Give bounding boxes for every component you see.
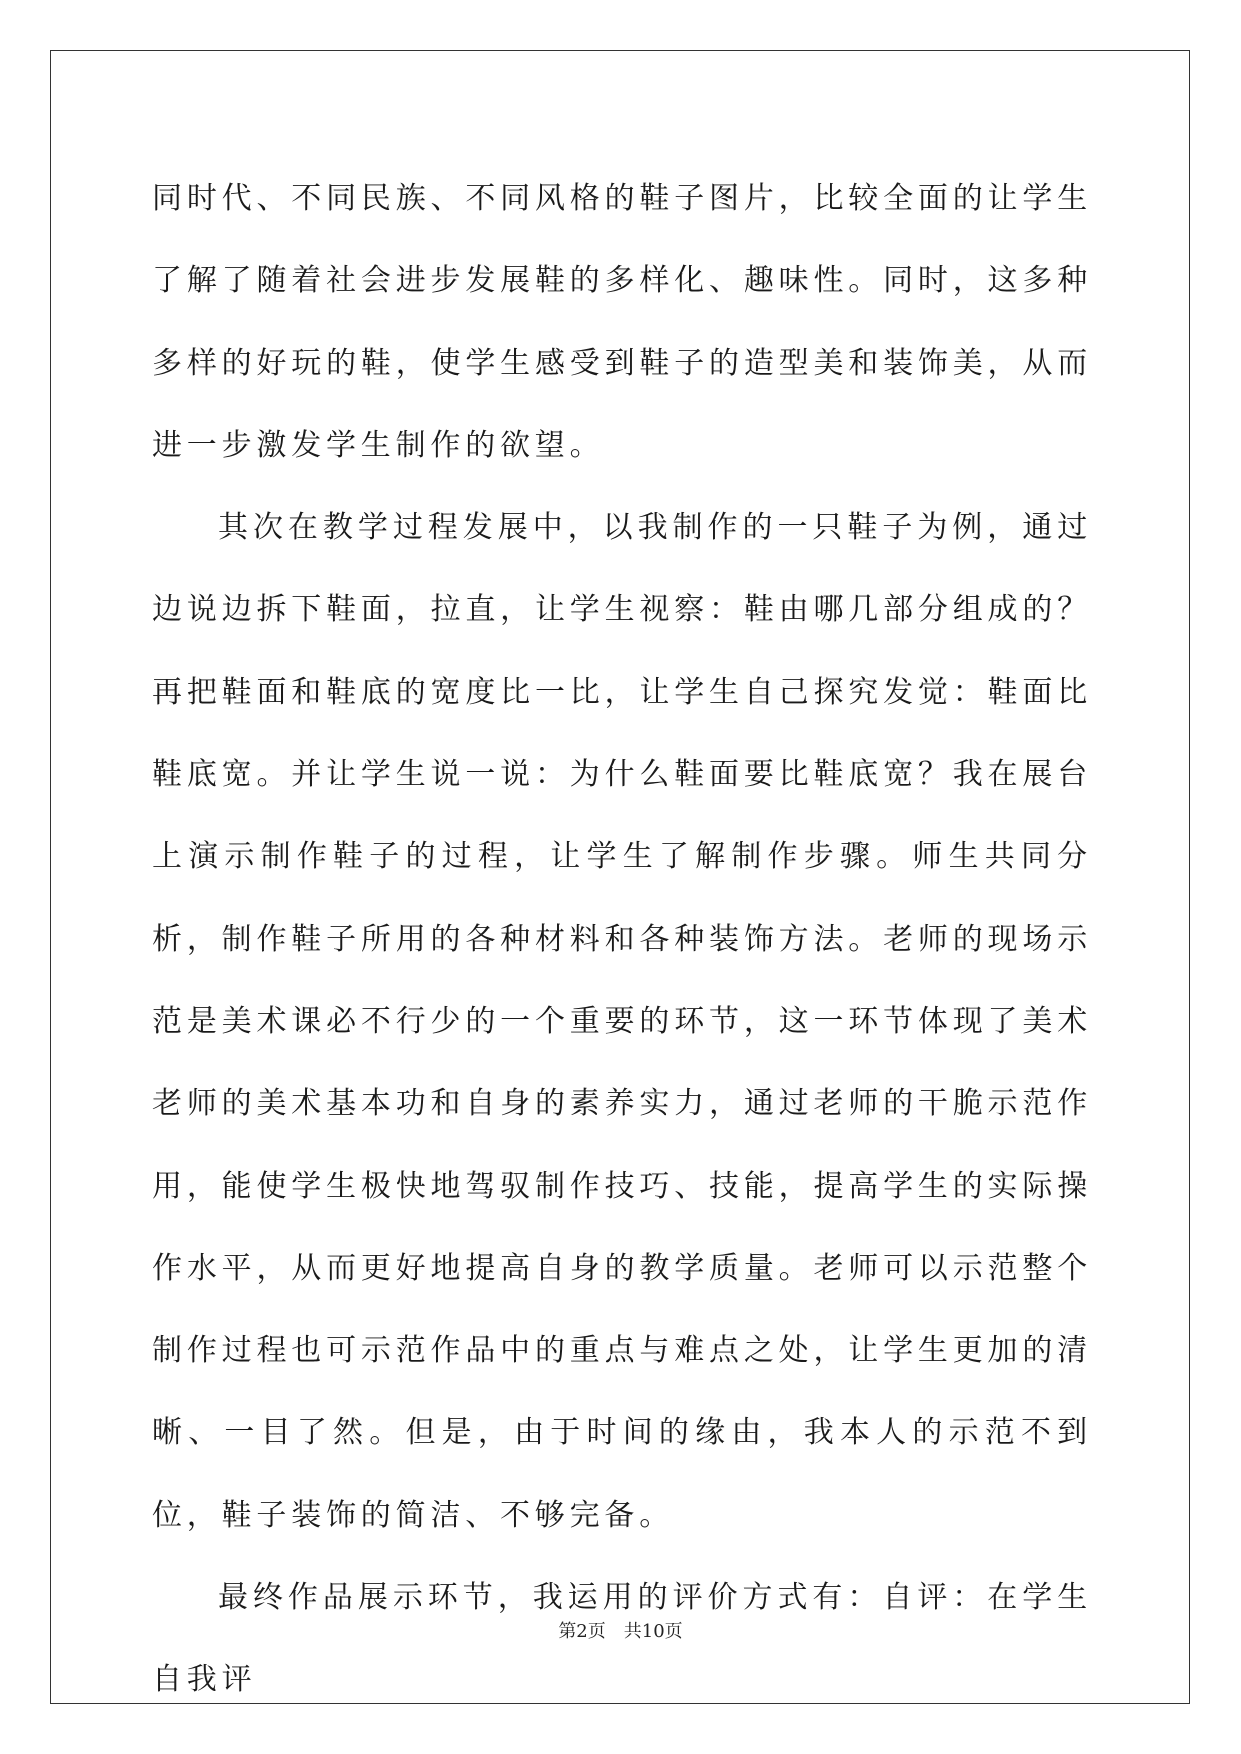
paragraph-1: 同时代、不同民族、不同风格的鞋子图片，比较全面的让学生了解了随着社会进步发展鞋的多样化、趣味性。同时，这多种多样的好玩的鞋，使学生感受到鞋子的造型美和装饰美，从而进一步激发学生制作的欲望。 xyxy=(152,181,1092,463)
paragraph-3: 最终作品展示环节，我运用的评价方式有：自评：在学生自我评 xyxy=(152,1580,1092,1698)
page-number-footer: 第2页 共10页 xyxy=(558,1621,683,1642)
paragraph-2: 其次在教学过程发展中，以我制作的一只鞋子为例，通过边说边拆下鞋面，拉直，让学生视察：鞋由哪几部分组成的？再把鞋面和鞋底的宽度比一比，让学生自己探究发觉：鞋面比鞋底宽。并让学生说一说：为什么鞋面要比鞋底宽？我在展台上演示制作鞋子的过程，让学生了解制作步骤。师生共同分析，制作鞋子所用的各种材料和各种装饰方法。老师的现场示范是美术课必不行少的一个重要的环节，这一环节体现了美术老师的美术基本功和自身的素养实力，通过老师的干脆示范作用，能使学生极快地驾驭制作技巧、技能，提高学生的实际操作水平，从而更好地提高自身的教学质量。老师可以示范整个制作过程也可示范作品中的重点与难点之处，让学生更加的清晰、一目了然。但是，由于时间的缘由，我本人的示范不到位，鞋子装饰的简洁、不够完备。 xyxy=(152,510,1092,1533)
document-body xyxy=(152,158,1092,1722)
